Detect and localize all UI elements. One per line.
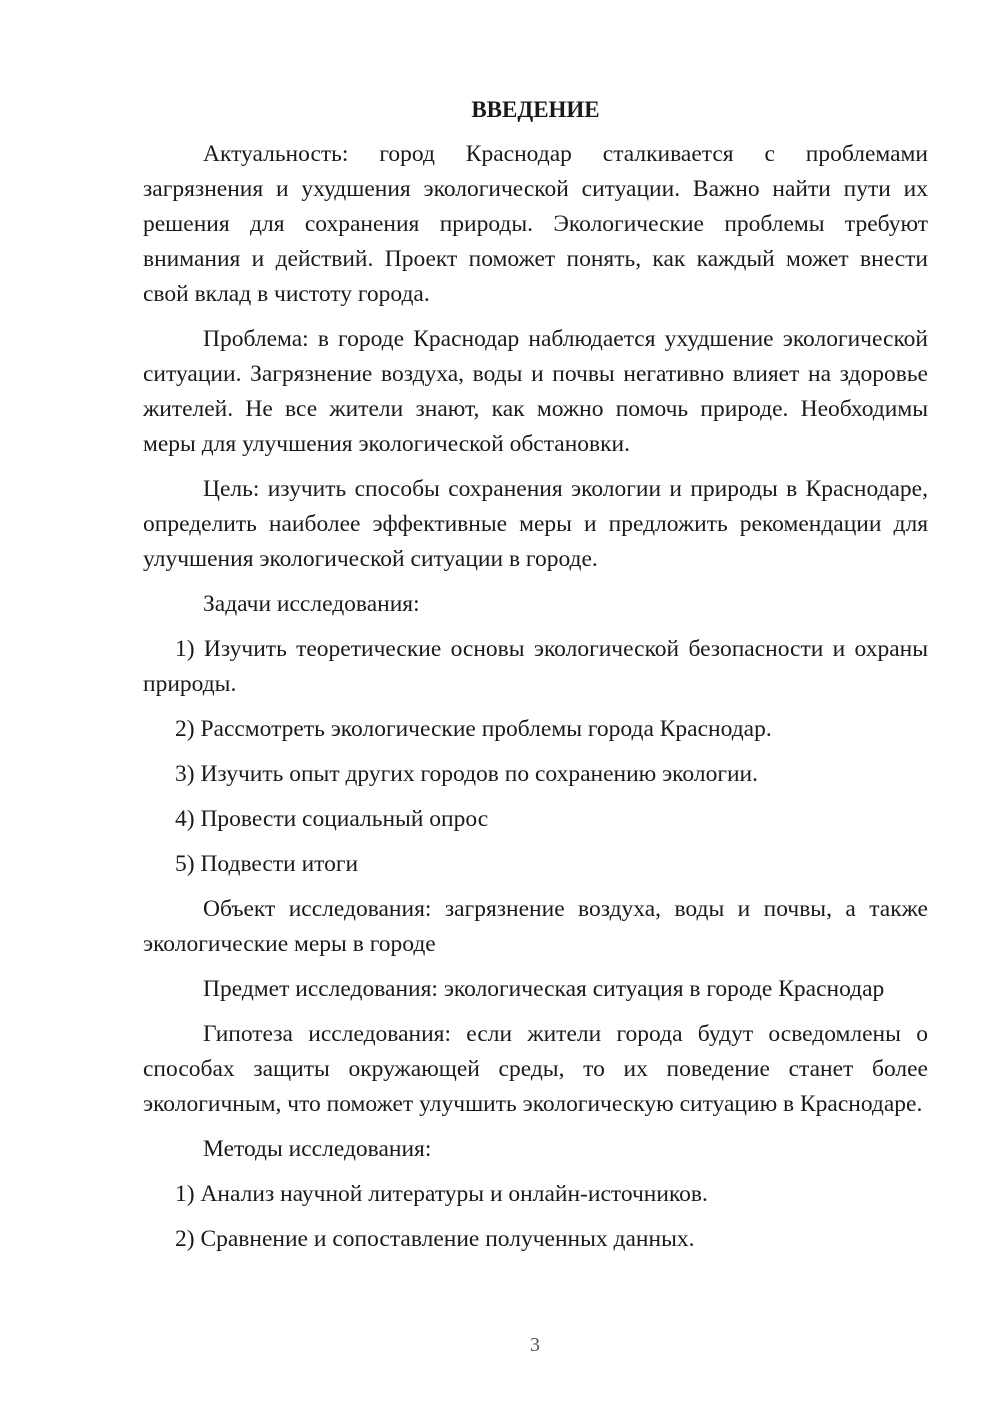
hypothesis-paragraph: Гипотеза исследования: если жители города будут осведомлены о способах защиты окружающей среды, то их поведение станет более экологичным, что поможет улучшить экологическую ситуацию в Краснодаре. xyxy=(143,1021,928,1117)
task-item-5: 5) Подвести итоги xyxy=(175,851,359,877)
task-item-4: 4) Провести социальный опрос xyxy=(175,806,489,832)
tasks-title: Задачи исследования: xyxy=(203,591,420,617)
task-item-1: 1) Изучить теоретические основы экологической безопасности и охраны природы. xyxy=(143,636,928,697)
goal-paragraph: Цель: изучить способы сохранения экологии и природы в Краснодаре, определить наиболее эффективные меры и предложить рекомендации для улучшения экологической ситуации в городе. xyxy=(143,476,928,572)
object-paragraph: Объект исследования: загрязнение воздуха, воды и почвы, а также экологические меры в городе xyxy=(143,896,928,957)
task-item-3: 3) Изучить опыт других городов по сохранению экологии. xyxy=(175,761,758,787)
page-number: 3 xyxy=(530,1334,540,1356)
method-item-2: 2) Сравнение и сопоставление полученных данных. xyxy=(175,1226,695,1252)
methods-title: Методы исследования: xyxy=(203,1136,432,1162)
relevance-paragraph: Актуальность: город Краснодар сталкивается с проблемами загрязнения и ухудшения экологической ситуации. Важно найти пути их решения для сохранения природы. Экологические проблемы требуют внимания и действий. Проект поможет понять, как каждый может внести свой вклад в чистоту города. xyxy=(143,141,928,307)
section-heading: ВВЕДЕНИЕ xyxy=(471,97,600,122)
problem-paragraph: Проблема: в городе Краснодар наблюдается ухудшение экологической ситуации. Загрязнение воздуха, воды и почвы негативно влияет на здоровье жителей. Не все жители знают, как можно помочь природе. Необходимы меры для улучшения экологической обстановки. xyxy=(143,326,928,457)
method-item-1: 1) Анализ научной литературы и онлайн-источников. xyxy=(175,1181,708,1207)
subject-paragraph: Предмет исследования: экологическая ситуация в городе Краснодар xyxy=(203,976,885,1002)
task-item-2: 2) Рассмотреть экологические проблемы города Краснодар. xyxy=(175,716,772,742)
document-page xyxy=(143,92,928,1267)
